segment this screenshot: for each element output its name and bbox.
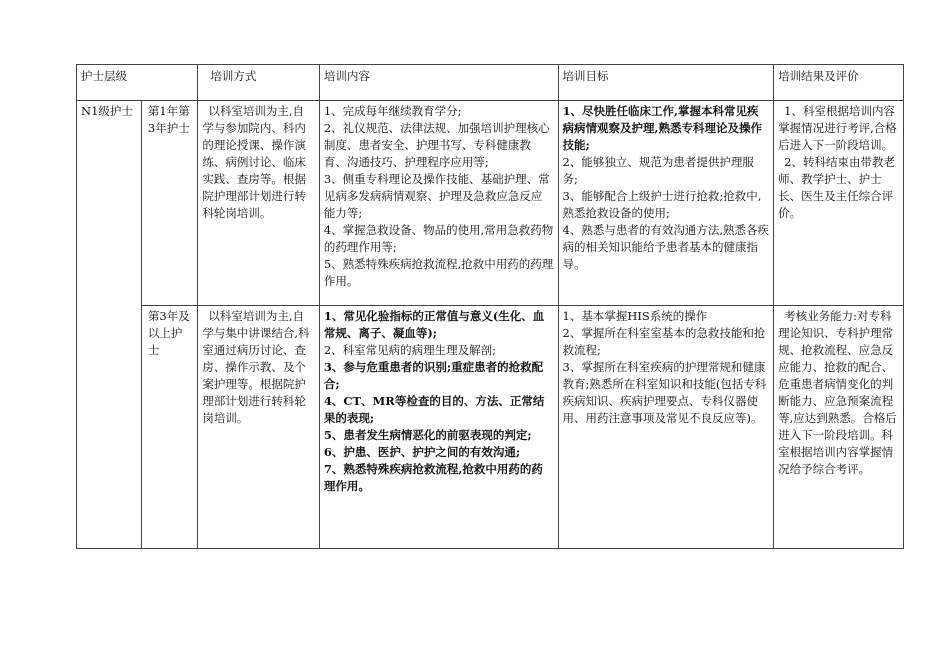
content-cell: [319, 306, 558, 549]
level-cell: N1级护士: [77, 101, 142, 549]
eval-item: 考核业务能力:对专科理论知识、专科护理常规、抢救流程、应急反应能力、抢救的配合、危重患者病情变化的判断能力、应急预案流程等,应达到熟悉。合格后进入下一阶段培训。科室根据培训内容掌握情况给予综合考评。: [778, 309, 897, 476]
table-row: [77, 306, 904, 549]
content-item: 5、熟悉特殊疾病抢救流程,抢救中用药的药理作用。: [323, 257, 554, 288]
header-content: 培训内容: [319, 65, 558, 101]
content-item: 4、CT、MR等检查的目的、方法、正常结果的表现;: [323, 394, 545, 425]
content-item: 7、熟悉特殊疾病抢救流程,抢救中用药的药理作用。: [323, 462, 543, 493]
content-item: 1、常见化验指标的正常值与意义(生化、血常规、离子、凝血等);: [323, 309, 545, 340]
eval-item: 1、科室根据培训内容掌握情况进行考评,合格后进入下一阶段培训。: [778, 104, 897, 152]
goal-item: 2、能够独立、规范为患者提供护理服务;: [562, 155, 754, 186]
training-table: [76, 64, 904, 549]
goal-item: 1、尽快胜任临床工作,掌握本科常见疾病病情观察及护理,熟悉专科理论及操作技能;: [562, 104, 763, 152]
goal-item: 3、能够配合上级护士进行抢救;抢救中,熟悉抢救设备的使用;: [562, 189, 762, 220]
content-cell: [319, 101, 558, 306]
content-item: 2、科室常见病的病理生理及解剖;: [323, 343, 497, 357]
eval-cell: [774, 306, 904, 549]
header-goal: 培训目标: [558, 65, 774, 101]
content-item: 1、完成每年继续教育学分;: [323, 104, 462, 118]
content-item: 4、掌握急救设备、物品的使用,常用急救药物的药理作用等;: [323, 223, 554, 254]
content-item: 3、侧重专科理论及操作技能、基础护理、常见病多发病病情观察、护理及急救应急反应能力等;: [323, 172, 550, 220]
header-mode: 培训方式: [198, 65, 319, 101]
content-item: 2、礼仪规范、法律法规、加强培训护理核心制度、患者安全、护理书写、专科健康教育、沟通技巧、护理程序应用等;: [323, 121, 550, 169]
goal-cell: [558, 101, 774, 306]
eval-item: 2、转科结束由带教老师、教学护士、护士长、医生及主任综合评价。: [778, 155, 895, 220]
sub-level-cell: 第1年第3年护士: [141, 101, 198, 306]
goal-item: 4、熟悉与患者的有效沟通方法,熟悉各疾病的相关知识能给予患者基本的健康指导。: [562, 223, 769, 271]
header-eval: 培训结果及评价: [774, 65, 904, 101]
table-row: [77, 101, 904, 306]
table-header-row: [77, 65, 904, 101]
content-item: 5、患者发生病情恶化的前驱表现的判定;: [323, 428, 532, 442]
goal-cell: [558, 306, 774, 549]
eval-cell: [774, 101, 904, 306]
goal-item: 2、掌握所在科室室基本的急救技能和抢救流程;: [562, 326, 766, 357]
sub-level-cell: 第3年及以上护士: [141, 306, 198, 549]
content-item: 3、参与危重患者的识别;重症患者的抢救配合;: [323, 360, 544, 391]
goal-item: 1、基本掌握HIS系统的操作: [562, 309, 708, 323]
mode-cell: 以科室培训为主,自学与参加院内、科内的理论授课、操作演练、病例讨论、临床实践、查房等。根据院护理部计划进行转科轮岗培训。: [198, 101, 319, 306]
goal-item: 3、掌握所在科室疾病的护理常规和健康教育;熟悉所在科室知识和技能(包括专科疾病知识、疾病护理要点、专科仪器使用、用药注意事项及常见不良反应等)。: [562, 360, 767, 425]
header-level: 护士层级: [77, 65, 198, 101]
mode-cell: 以科室培训为主,自学与集中讲课结合,科室通过病历讨论、查房、操作示教、及个案护理等。根据院护理部计划进行转科轮岗培训。: [198, 306, 319, 549]
content-item: 6、护患、医护、护护之间的有效沟通;: [323, 445, 521, 459]
